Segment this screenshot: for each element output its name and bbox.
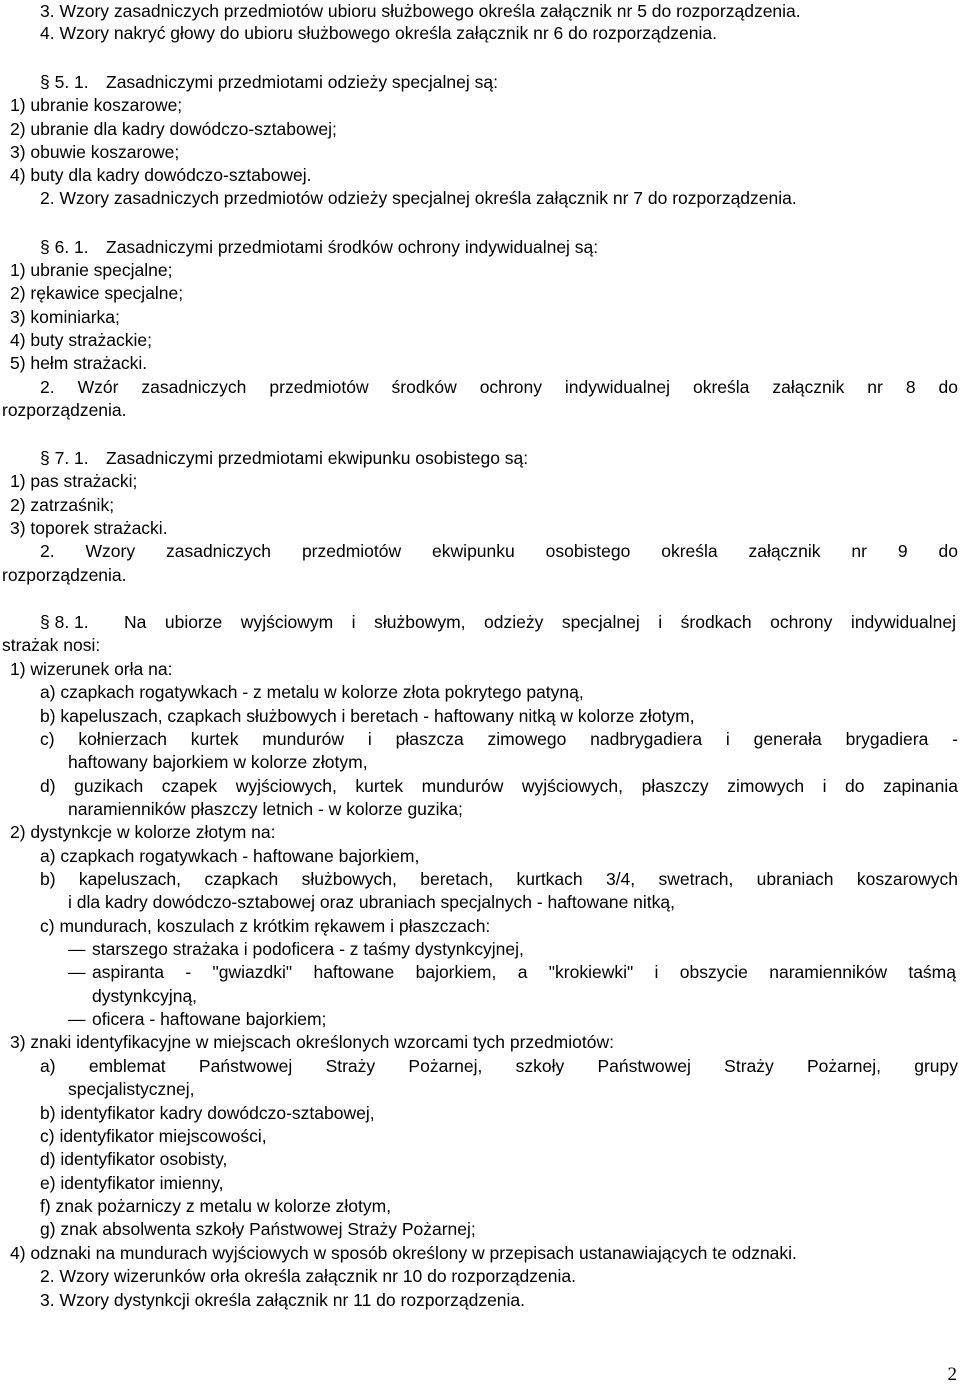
dash-bullet: — xyxy=(68,939,86,959)
sub-item: b) kapeluszach, czapkach służbowych, beretach, kurtkach 3/4, swetrach, ubraniach koszarowych xyxy=(40,869,958,889)
dash-item-text: aspiranta - "gwiazdki" haftowane bajorkiem, a "krokiewki" i obszycie naramienników taśmą xyxy=(92,962,956,982)
list-item: 2) rękawice specjalne; xyxy=(10,283,184,303)
sub-item: a) emblemat Państwowej Straży Pożarnej, szkoły Państwowej Straży Pożarnej, grupy xyxy=(40,1056,958,1076)
sub-item: d) guzikach czapek wyjściowych, kurtek mundurów wyjściowych, płaszczy zimowych i do zapinania xyxy=(40,776,958,796)
list-item: 3) kominiarka; xyxy=(10,307,120,327)
section-text: Zasadniczymi przedmiotami ekwipunku osobistego są: xyxy=(106,448,529,468)
sub-item: c) kołnierzach kurtek mundurów i płaszcza zimowego nadbrygadiera i generała brygadiera - xyxy=(40,729,958,749)
list-item: 1) ubranie specjalne; xyxy=(10,260,173,280)
sub-item: b) identyfikator kadry dowódczo-sztabowej, xyxy=(40,1103,375,1123)
list-item: 4) odznaki na mundurach wyjściowych w sposób określony w przepisach ustanawiających te odznaki. xyxy=(10,1243,797,1263)
dash-item xyxy=(0,961,958,984)
section-5-heading xyxy=(0,71,958,94)
paragraph-line: rozporządzenia. xyxy=(2,400,127,420)
paragraph-line: 3. Wzory dystynkcji określa załącznik nr 11 do rozporządzenia. xyxy=(40,1290,526,1310)
paragraph-line: 2. Wzory zasadniczych przedmiotów odzieży specjalnej określa załącznik nr 7 do rozporządzenia. xyxy=(40,188,797,208)
sub-item-continuation: specjalistycznej, xyxy=(68,1079,195,1099)
list-item: 2) ubranie dla kadry dowódczo-sztabowej; xyxy=(10,119,337,139)
section-8-heading xyxy=(0,611,958,634)
list-item: 4) buty dla kadry dowódczo-sztabowej. xyxy=(10,165,312,185)
sub-item: a) czapkach rogatywkach - haftowane bajorkiem, xyxy=(40,846,420,866)
list-item: 2) zatrzaśnik; xyxy=(10,495,115,515)
section-number: § 7. 1. xyxy=(40,448,89,468)
sub-item: a) czapkach rogatywkach - z metalu w kolorze złota pokrytego patyną, xyxy=(40,682,584,702)
paragraph-line: rozporządzenia. xyxy=(2,565,127,585)
dash-bullet: — xyxy=(68,1009,86,1029)
paragraph-line: 2. Wzory zasadniczych przedmiotów ekwipunku osobistego określa załącznik nr 9 do xyxy=(40,541,958,561)
sub-item: d) identyfikator osobisty, xyxy=(40,1149,228,1169)
list-item: 3) toporek strażacki. xyxy=(10,518,168,538)
paragraph-line: 2. Wzór zasadniczych przedmiotów środków ochrony indywidualnej określa załącznik nr 8 do xyxy=(40,377,958,397)
paragraph-line: 2. Wzory wizerunków orła określa załącznik nr 10 do rozporządzenia. xyxy=(40,1266,576,1286)
dash-item-text: oficera - haftowane bajorkiem; xyxy=(92,1009,327,1029)
list-item: 3) znaki identyfikacyjne w miejscach określonych wzorcami tych przedmiotów: xyxy=(10,1032,614,1052)
list-item: 1) ubranie koszarowe; xyxy=(10,95,183,115)
list-item: 1) wizerunek orła na: xyxy=(10,659,173,679)
section-number: § 5. 1. xyxy=(40,72,89,92)
sub-item-continuation: naramienników płaszczy letnich - w kolorze guzika; xyxy=(68,799,463,819)
dash-item xyxy=(0,1008,958,1031)
section-text: Na ubiorze wyjściowym i służbowym, odzieży specjalnej i środkach ochrony indywidualnej xyxy=(124,612,956,632)
section-text: Zasadniczymi przedmiotami środków ochrony indywidualnej są: xyxy=(106,237,599,257)
sub-item: b) kapeluszach, czapkach służbowych i beretach - haftowany nitką w kolorze złotym, xyxy=(40,706,695,726)
section-number: § 8. 1. xyxy=(40,612,89,632)
section-text: Zasadniczymi przedmiotami odzieży specjalnej są: xyxy=(106,72,498,92)
sub-item: c) mundurach, koszulach z krótkim rękawem i płaszczach: xyxy=(40,916,491,936)
paragraph-line: 4. Wzory nakryć głowy do ubioru służbowego określa załącznik nr 6 do rozporządzenia. xyxy=(40,23,717,43)
dash-bullet: — xyxy=(68,962,86,982)
sub-item: f) znak pożarniczy z metalu w kolorze złotym, xyxy=(40,1196,392,1216)
list-item: 5) hełm strażacki. xyxy=(10,353,148,373)
dash-item xyxy=(0,938,958,961)
list-item: 4) buty strażackie; xyxy=(10,330,152,350)
page-number: 2 xyxy=(947,1364,957,1385)
sub-item-continuation: haftowany bajorkiem w kolorze złotym, xyxy=(68,752,368,772)
paragraph-line: strażak nosi: xyxy=(2,635,101,655)
sub-item: e) identyfikator imienny, xyxy=(40,1173,224,1193)
section-7-heading xyxy=(0,447,958,470)
list-item: 1) pas strażacki; xyxy=(10,471,138,491)
sub-item-continuation: i dla kadry dowódczo-sztabowej oraz ubraniach specjalnych - haftowane nitką, xyxy=(68,892,675,912)
list-item: 2) dystynkcje w kolorze złotym na: xyxy=(10,822,276,842)
dash-item-text: starszego strażaka i podoficera - z taśmy dystynkcyjnej, xyxy=(92,939,524,959)
section-number: § 6. 1. xyxy=(40,237,89,257)
section-6-heading xyxy=(0,236,958,259)
sub-item: c) identyfikator miejscowości, xyxy=(40,1126,267,1146)
dash-item-continuation: dystynkcyjną, xyxy=(92,986,198,1006)
sub-item: g) znak absolwenta szkoły Państwowej Straży Pożarnej; xyxy=(40,1219,476,1239)
paragraph-line: 3. Wzory zasadniczych przedmiotów ubioru służbowego określa załącznik nr 5 do rozporządzenia. xyxy=(40,1,801,21)
list-item: 3) obuwie koszarowe; xyxy=(10,142,180,162)
